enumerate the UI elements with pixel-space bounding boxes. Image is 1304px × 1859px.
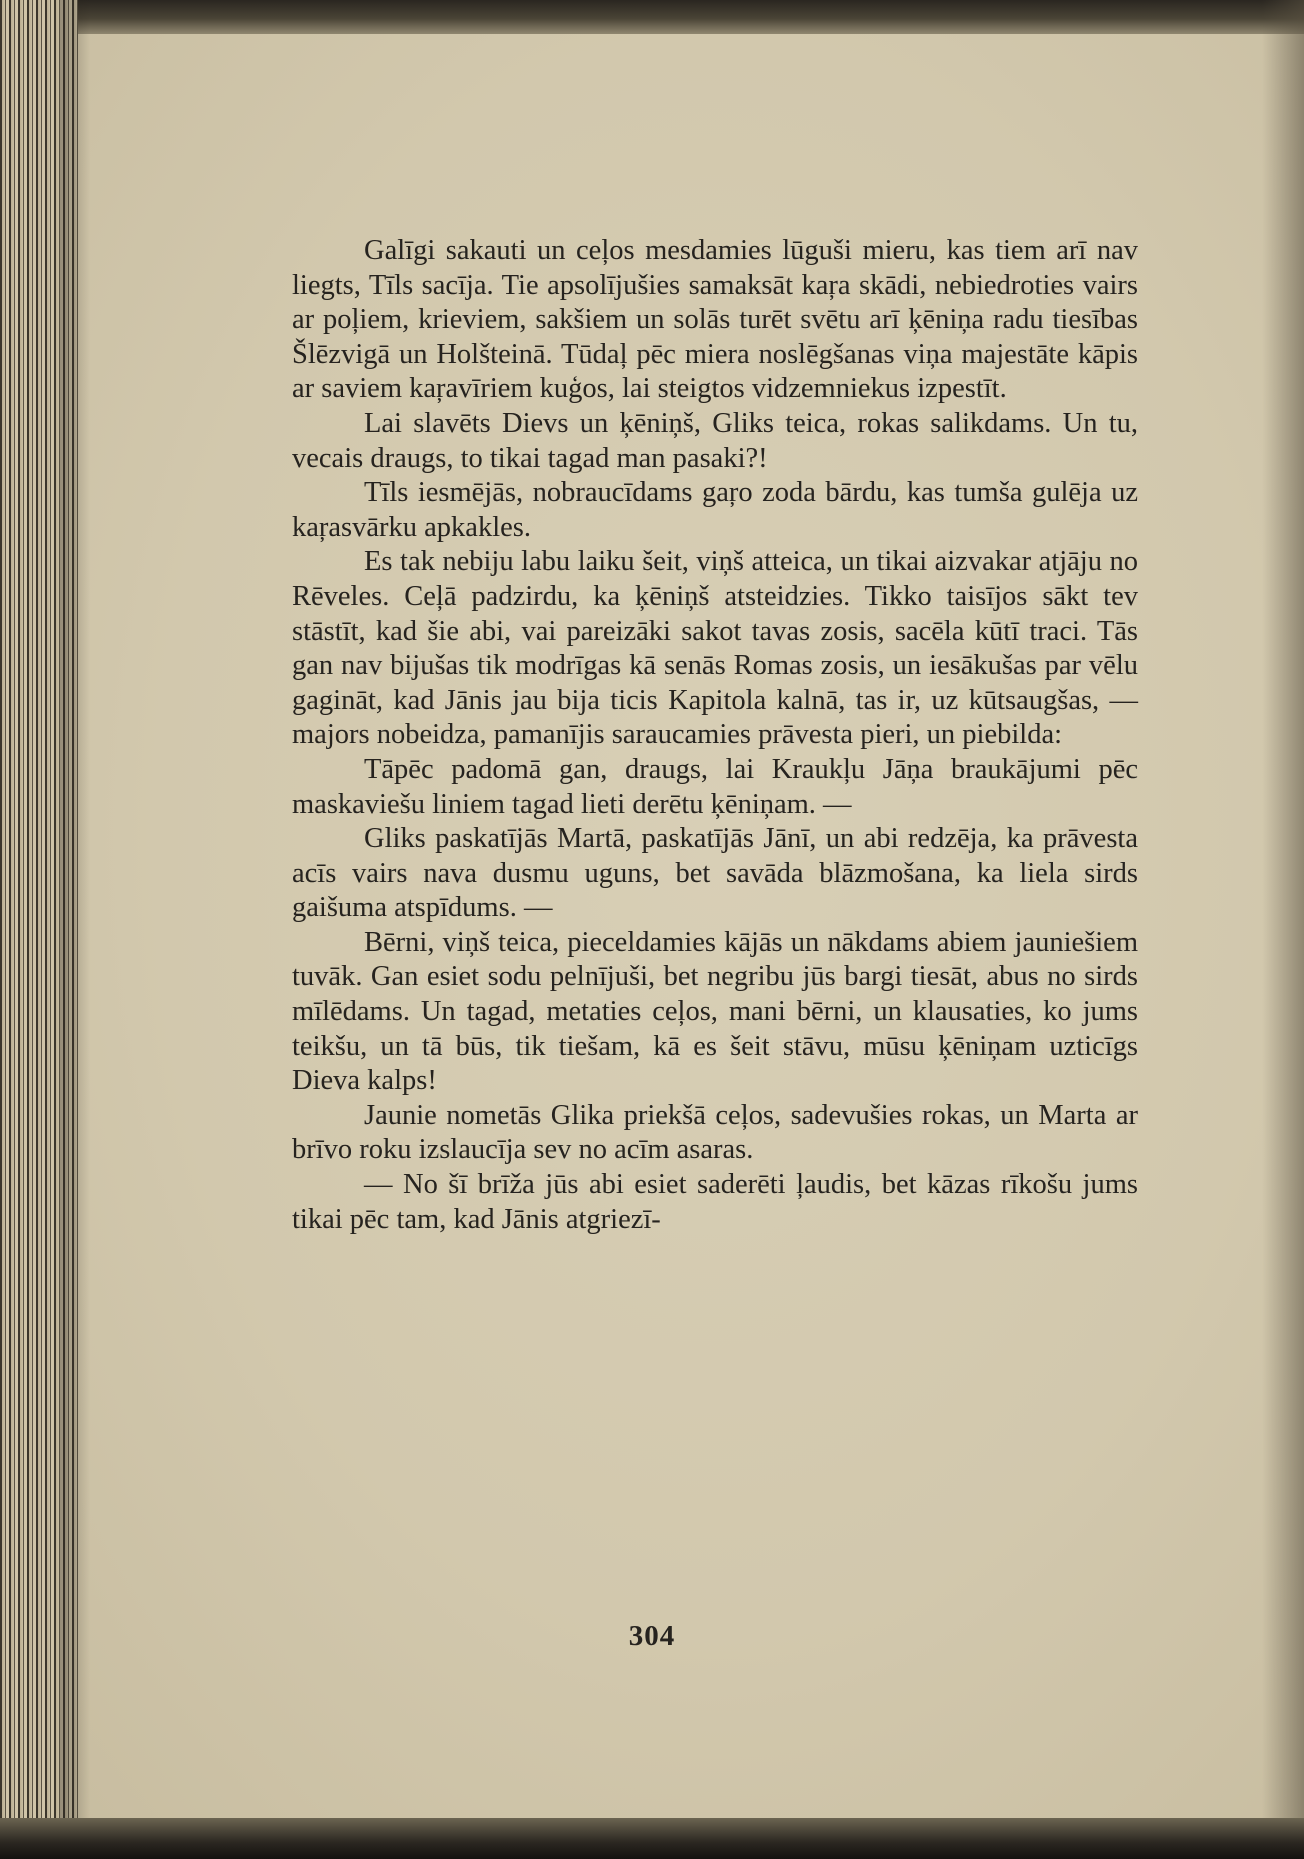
body-text [292,234,1138,1237]
paragraph: Tāpēc padomā gan, draugs, lai Kraukļu Jāņa braukājumi pēc maskaviešu liniem tagad lieti derētu ķēniņam. — [292,753,1138,820]
paragraph: Tīls iesmējās, nobraucīdams gaŗo zoda bārdu, kas tumša gulēja uz kaŗasvārku apkakles. [292,477,1138,543]
paragraph: Bērni, viņš teica, pieceldamies kājās un nākdams abiem jauniešiem tuvāk. Gan esiet sodu pelnījuši, bet negribu jūs bargi tiesāt, abus no sirds mīlēdams. Un tagad, metaties ceļos, mani bērni, un klausaties, ko jums teikšu, un tā būs, tik tiešam, kā es šeit stāvu, mūsu ķēniņam uzticīgs Dieva kalps! [292,926,1138,1097]
book-bottom-edge [0,1818,1304,1859]
paragraph: — No šī brīža jūs abi esiet saderēti ļaudis, bet kāzas rīkošu jums tikai pēc tam, kad Jānis atgriezī- [292,1169,1138,1235]
page-number: 304 [628,1620,676,1652]
paragraph: Jaunie nometās Glika priekšā ceļos, sadevušies rokas, un Marta ar brīvo roku izslaucīja sev no acīm asaras. [292,1099,1138,1166]
book-top-edge [0,0,1304,34]
paragraph: Lai slavēts Dievs un ķēniņš, Gliks teica, rokas salikdams. Un tu, vecais draugs, to tikai tagad man pasaki?! [292,407,1138,474]
paragraph: Galīgi sakauti un ceļos mesdamies lūguši mieru, kas tiem arī nav liegts, Tīls sacīja. Tie apsolījušies samaksāt kaŗa skādi, nebiedroties vairs ar poļiem, krieviem, sakšiem un solās turēt svētu arī ķēniņa radu tiesības Šlēzvigā un Holšteinā. Tūdaļ pēc miera noslēgšanas viņa majestāte kāpis ar saviem kaŗavīriem kuģos, lai steigtos vidzemniekus izpestīt. [292,235,1138,405]
paragraph: Es tak nebiju labu laiku šeit, viņš atteica, un tikai aizvakar atjāju no Rēveles. Ceļā padzirdu, ka ķēniņš atsteidzies. Tikko taisījos sākt tev stāstīt, kad šie abi, vai pareizāki sakot tavas zosis, sacēla kūtī traci. Tās gan nav bijušas tik modrīgas kā senās Romas zosis, un iesākušas par vēlu gagināt, kad Jānis jau bija ticis Kapitola kalnā, tas ir, uz kūtsaugšas, — majors nobeidza, pamanījis saraucamies prāvesta pieri, un piebilda: [292,546,1138,751]
binding-shadow [60,0,90,1859]
paragraph: Gliks paskatījās Martā, paskatījās Jānī, un abi redzēja, ka prāvesta acīs vairs nava dusmu uguns, bet savāda blāzmošana, ka liela sirds gaišuma atspīdums. — [292,823,1138,924]
right-page-shadow [1262,0,1304,1859]
